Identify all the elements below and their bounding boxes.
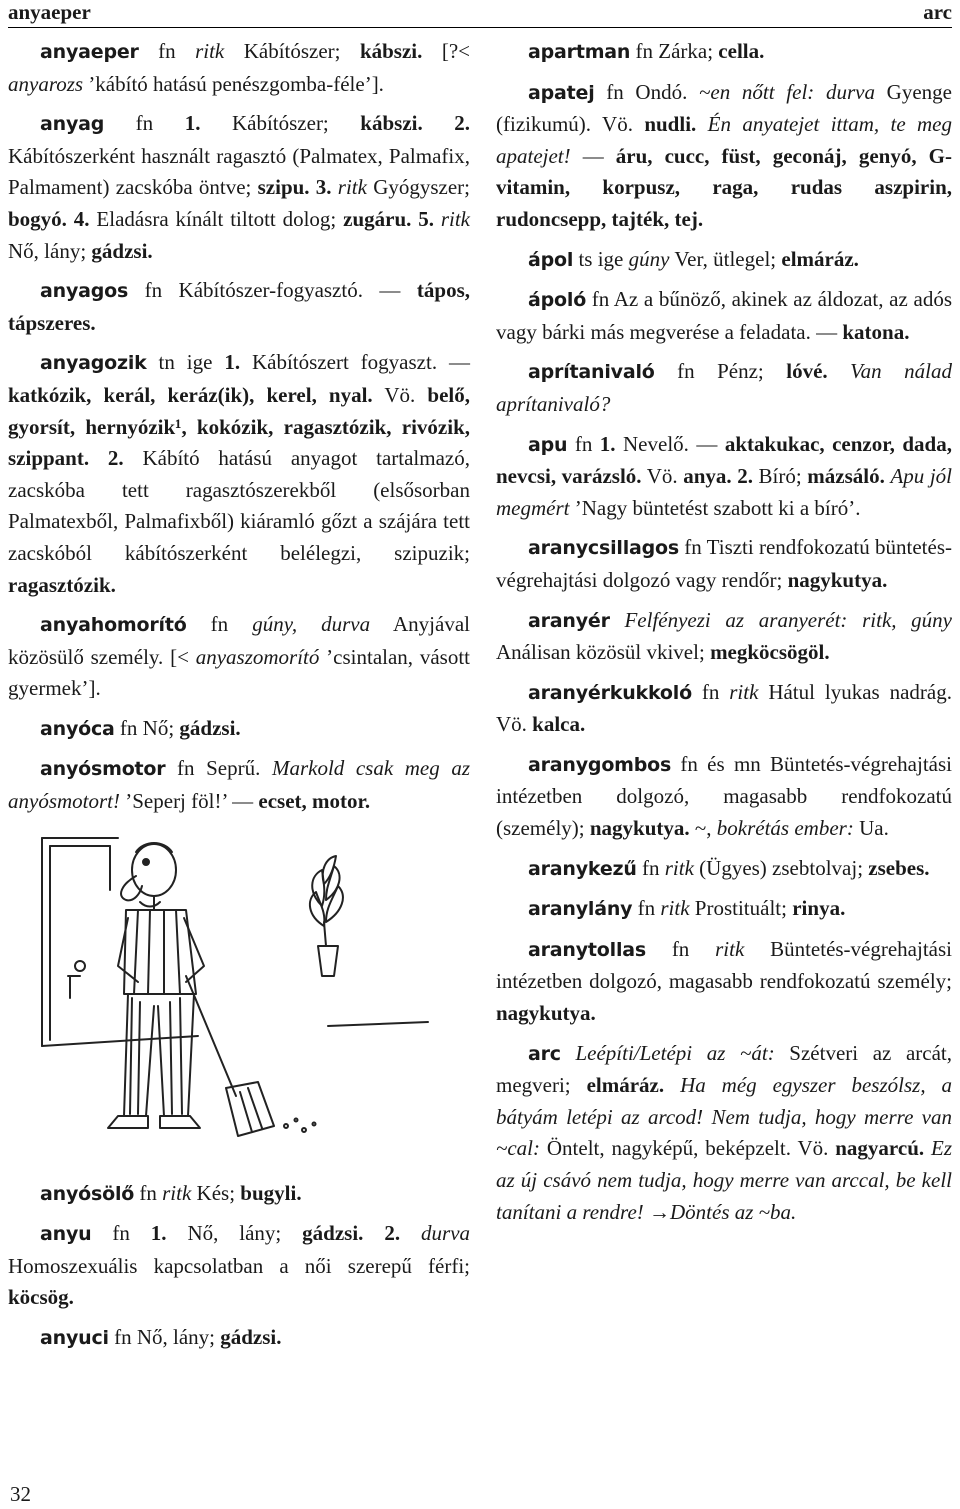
headword: anyagos (40, 280, 129, 303)
bold-term: ragasztózik. (8, 572, 116, 597)
italic-text: Van nálad aprítanivaló? (496, 359, 953, 416)
definition-text: Análisan közösül vkivel; (496, 640, 711, 665)
bold-term: zugáru. 5. (343, 206, 434, 231)
definition-text: Kábítószert fogyaszt. — (240, 350, 470, 375)
headword: anyu (40, 1223, 92, 1246)
bold-term: lóvé. (786, 359, 828, 384)
definition-text (924, 1136, 931, 1160)
headword: anyahomorító (40, 614, 187, 637)
page-number: 32 (10, 1482, 31, 1506)
italic-text: gúny, durva (252, 612, 371, 637)
bold-term: tápos, tápszeres. (8, 278, 470, 335)
dictionary-entry (496, 1038, 952, 1229)
bold-term: áru, cucc, füst, geconáj, genyó, G-vitamin, korpusz, raga, rudas aszpirin, rudoncsepp, tajték, tej. (496, 143, 952, 231)
definition-text (434, 207, 441, 231)
definition-text: Ua. (853, 816, 889, 841)
italic-text: Markold csak meg az anyósmotort! (8, 756, 470, 814)
italic-text: ritk (162, 1180, 192, 1205)
dictionary-entry (496, 244, 952, 277)
bold-term: cella. (718, 39, 765, 63)
headword: apartman (528, 41, 631, 63)
dictionary-entry (496, 605, 952, 669)
definition-text: fn Az a bűnöző, akinek az áldozat, az adós vagy bárki más megverése a feladata. — (496, 287, 952, 344)
definition-text: Gyenge (fizikumú). Vö. (496, 79, 952, 137)
dictionary-entry (8, 609, 470, 705)
dictionary-entry (496, 532, 952, 596)
headword: apatej (528, 81, 595, 104)
definition-text: ’csintalan, vásott gyermek’]. (8, 644, 470, 701)
dictionary-entry (496, 284, 952, 348)
bold-term: 1. (150, 1221, 167, 1246)
headword: aranylány (528, 898, 633, 921)
definition-text: Büntetés-végrehajtási intézetben dolgozó, magasabb rendfokozatú személy; (496, 936, 953, 994)
definition-text: ~, (689, 816, 717, 841)
definition-text: Homoszexuális kapcsolatban a női szerepű férfi; (8, 1253, 470, 1278)
definition-text: Öntelt, nagyképű, beképzelt. Vö. (540, 1136, 836, 1161)
bold-term: bogyó. 4. (8, 206, 90, 231)
definition-text: Gyógyszer; (366, 175, 470, 200)
definition-text: fn (186, 612, 253, 637)
bold-term: ecset, motor. (258, 789, 371, 814)
definition-text: fn Pénz; (654, 359, 787, 384)
italic-text: Én anyatejet ittam, te meg apatejet! (496, 112, 952, 168)
italic-text: ritk (729, 679, 759, 704)
dictionary-entry (496, 749, 952, 845)
definition-text: Kábítószer; (224, 39, 360, 63)
definition-text: Kábítószerként használt ragasztó (Palmatex, Palmafix, Palmament) zacskóba öntve; (8, 143, 470, 200)
bold-term: nudli. (644, 112, 697, 137)
definition-text: fn Zárka; (630, 39, 719, 63)
bold-term: elmáráz. (781, 246, 859, 271)
definition-text (664, 1073, 680, 1097)
headword: apu (528, 433, 568, 456)
italic-text: ritk (715, 936, 745, 961)
dictionary-entry (496, 934, 952, 1030)
dictionary-entry (496, 893, 952, 926)
definition-text: fn Seprű. (165, 756, 272, 781)
headword: aprítanivaló (528, 361, 655, 384)
headword: anyósmotor (40, 758, 166, 781)
dictionary-entry (8, 753, 470, 817)
bold-term: kábszi. 2. (360, 111, 471, 136)
bold-term: 1. (224, 350, 241, 375)
definition-text: Nő, lány; (8, 238, 92, 263)
headword: anyósölő (40, 1182, 135, 1205)
header-rule (8, 27, 952, 28)
italic-text: durva (421, 1221, 471, 1246)
dictionary-entry (8, 1322, 470, 1355)
italic-text: Leépíti/Letépi az ~át: (575, 1040, 775, 1065)
definition-text: Szétveri az arcát, megveri; (496, 1040, 952, 1098)
definition-text: fn Nő, lány; (108, 1325, 221, 1350)
left-column (8, 36, 470, 1363)
bold-term: nagykutya. (787, 567, 888, 592)
definition-text: fn (632, 896, 661, 921)
bold-term: mázsáló. (807, 464, 885, 489)
definition-text: ’Seperj föl!’ — (120, 789, 259, 814)
italic-text: bokrétás ember: (716, 816, 854, 841)
bold-term: kalca. (532, 712, 586, 737)
dictionary-entry (496, 677, 952, 741)
bold-term: gádzsi. (179, 715, 241, 740)
headword: anyagozik (40, 352, 147, 375)
definition-text (561, 1041, 576, 1065)
headword: aranycsillagos (528, 537, 680, 560)
bold-term: katona. (842, 319, 910, 344)
headword: aranyérkukkoló (528, 681, 692, 704)
dictionary-entry (496, 853, 952, 886)
headword: anyóca (40, 717, 115, 740)
definition-text: Eladásra kínált tiltott dolog; (89, 206, 344, 231)
dictionary-entry (8, 36, 470, 100)
definition-text: ’kábító hatású penészgomba-féle’]. (83, 71, 384, 96)
definition-text: [?< (422, 39, 470, 63)
definition-text: Prostituált; (689, 896, 793, 921)
bold-term: bugyli. (240, 1180, 302, 1205)
headword: ápoló (528, 289, 587, 312)
sweeping-man-illustration (8, 826, 470, 1166)
italic-text: ritk (195, 39, 225, 63)
bold-term: zsebes. (868, 855, 930, 880)
definition-text: fn Kábítószer-fogyasztó. — (128, 278, 417, 303)
definition-text: Kábító hatású anyagot tartalmazó, zacskóba tett ragasztószerekből (elsősorban Palmatexből, Palmafixből) kiáramló gőzt a szájára tett zacskóból kábítószerként belélegzi, szipuzik; (8, 446, 470, 565)
definition-text (610, 608, 625, 632)
definition-text: Vö. (372, 382, 428, 407)
definition-text: fn (134, 1180, 163, 1205)
dictionary-entry (8, 108, 470, 267)
italic-text: ritk (337, 175, 367, 200)
definition-text: ’Nagy büntetést szabott ki a bíró’. (569, 495, 861, 520)
dictionary-entry (8, 1218, 470, 1314)
bold-term: nagykutya. (496, 1001, 596, 1026)
definition-text: Hátul lyukas nadrág. Vö. (496, 679, 952, 737)
bold-term: gádzsi. (91, 238, 153, 263)
bold-term: megköcsögöl. (710, 640, 830, 665)
definition-text: fn (646, 936, 716, 961)
right-column (496, 36, 952, 1236)
headword: anyag (40, 113, 105, 136)
dictionary-entry (496, 429, 952, 525)
dictionary-entry (8, 713, 470, 746)
headword: aranygombos (528, 753, 672, 776)
italic-text: ritk (440, 206, 471, 231)
definition-text: fn (567, 431, 600, 456)
definition-text: Kábítószer; (200, 111, 361, 136)
bold-term: aktakukac, cenzor, dada, nevcsi, varázsló. (496, 431, 952, 489)
definition-text: Vö. (641, 464, 684, 489)
dictionary-entry (8, 347, 470, 601)
definition-text: fn (691, 679, 730, 704)
running-head-left: anyaeper (8, 0, 91, 24)
definition-text: (Ügyes) zsebtolvaj; (693, 855, 869, 880)
dictionary-entry (8, 1178, 470, 1211)
definition-text: fn Ondó. (594, 79, 700, 104)
definition-text: fn és mn Büntetés-végrehajtási intézetben dolgozó, magasabb rendfokozatú (személy); (496, 751, 952, 841)
bold-term: köcsög. (8, 1285, 74, 1310)
headword: aranyér (528, 609, 610, 632)
bold-term: nagykutya. (589, 816, 690, 841)
definition-text: Kés; (191, 1180, 241, 1205)
bold-term: gádzsi. 2. (302, 1221, 401, 1246)
bold-term: elmáráz. (586, 1073, 665, 1098)
definition-text: ts ige (573, 246, 629, 271)
headword: ápol (528, 248, 574, 271)
italic-text: gúny (628, 246, 670, 271)
headword: aranytollas (528, 938, 647, 961)
italic-text: Ha még egyszer beszólsz, a bátyám letépi az arcod! Nem tudja, hogy merre van ~cal: (496, 1073, 953, 1161)
definition-text: Ver, ütlegel; (669, 246, 782, 271)
headword: anyuci (40, 1327, 109, 1350)
bold-term: szipu. 3. (257, 175, 332, 200)
running-head-right: arc (923, 0, 952, 24)
definition-text: Bíró; (752, 464, 808, 489)
definition-text: fn (138, 39, 196, 63)
definition-text: Anyjával közösülő személy. [< (8, 612, 470, 669)
bold-term: anya. 2. (683, 464, 753, 489)
definition-text: — (570, 143, 616, 168)
headword: arc (528, 1042, 561, 1065)
definition-text (400, 1221, 421, 1245)
dictionary-entry (496, 36, 952, 69)
definition-text: fn (636, 855, 665, 880)
definition-text: tn ige (146, 350, 225, 375)
definition-text: fn (104, 111, 185, 136)
bold-term: katkózik, kerál, keráz(ik), kerel, nyal. (8, 382, 373, 407)
definition-text: Nő, lány; (166, 1221, 303, 1246)
bold-term: rinya. (792, 896, 846, 921)
bold-term: gádzsi. (220, 1325, 282, 1350)
headword: anyaeper (40, 41, 139, 63)
dictionary-entry (496, 356, 952, 420)
italic-text: Ez az új csávó nem tudja, hogy merre van arccal, be kell tanítani a rendre! →Döntés az ~ba. (496, 1136, 952, 1224)
definition-text: fn Tiszti rendfokozatú büntetés-végrehajtási dolgozó vagy rendőr; (496, 535, 952, 592)
italic-text: anyarozs (8, 71, 84, 96)
italic-text: anyaszomorító (195, 644, 320, 669)
bold-term: kábszi. (359, 39, 423, 63)
bold-term: belő, gyorsít, hernyózik¹, kokózik, ragasztózik, rivózik, szippant. 2. (8, 382, 470, 471)
bold-term: nagyarcú. (835, 1136, 925, 1161)
dictionary-entry (496, 77, 952, 236)
bold-term: 1. (599, 431, 616, 456)
headword: aranykezű (528, 857, 637, 880)
definition-text: Nevelő. — (615, 431, 725, 456)
italic-text: Apu jól megmért (496, 464, 953, 520)
italic-text: ritk (660, 896, 690, 921)
definition-text (828, 359, 851, 383)
bold-term: 1. (184, 111, 201, 136)
dictionary-entry (8, 275, 470, 339)
italic-text: ritk (664, 855, 694, 880)
definition-text: fn Nő; (114, 715, 180, 740)
definition-text (696, 112, 707, 136)
definition-text: fn (91, 1221, 151, 1246)
italic-text: ~en nőtt fel: durva (699, 79, 875, 104)
italic-text: Felfényezi az aranyerét: ritk, gúny (624, 607, 953, 632)
